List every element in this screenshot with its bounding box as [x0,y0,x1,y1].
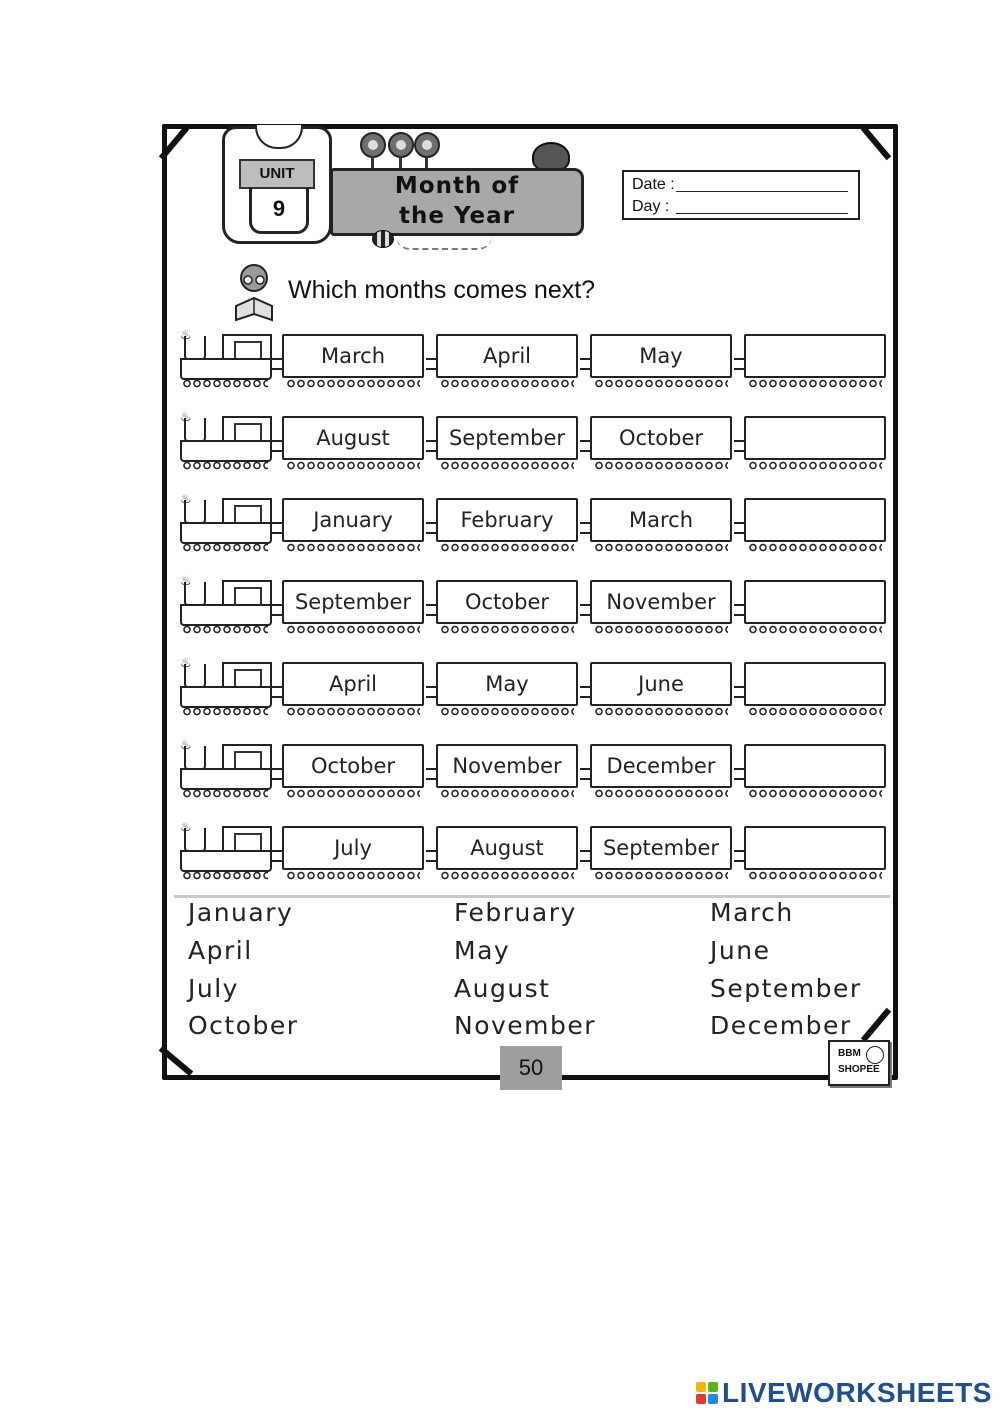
answer-input-car[interactable] [744,826,886,870]
wheels-icon [286,871,420,880]
train-coupler [734,850,744,862]
date-field[interactable] [676,174,848,192]
steam-icon: ♨ [180,656,192,671]
train-car [282,662,424,706]
engine-chimney [184,418,206,442]
train-car-month: February [460,508,554,532]
train-car [590,416,732,460]
word-bank-month: September [710,974,862,1003]
train-coupler [272,522,282,534]
train-engine-icon [178,738,272,798]
wheels-icon [286,379,420,388]
logo-square [708,1394,718,1404]
brand-seal-icon [866,1046,884,1064]
brand-line-2: SHOPEE [838,1064,880,1075]
unit-badge [222,126,332,244]
engine-body [180,604,272,626]
wheels-icon [748,789,882,798]
train-engine-icon [178,574,272,634]
wheels-icon [594,789,728,798]
train-car-month: September [294,590,412,614]
train-car [282,826,424,870]
train-coupler [734,686,744,698]
train-engine-icon [178,656,272,716]
wheels-icon [748,543,882,552]
title-line-1: Month of [394,173,520,199]
wheels-icon [286,461,420,470]
train-coupler [272,850,282,862]
word-bank-month: March [710,898,794,927]
train-car-month: December [606,754,716,778]
engine-chimney [184,500,206,524]
train-car [436,580,578,624]
train-row [178,574,892,634]
bee-trail-decoration [396,236,492,250]
train-car [436,826,578,870]
steam-icon: ♨ [180,410,192,425]
answer-input-car[interactable] [744,662,886,706]
engine-body [180,522,272,544]
train-car-month: January [313,508,393,532]
wheels-icon [748,379,882,388]
word-bank-month: February [454,898,577,927]
engine-chimney [184,336,206,360]
logo-square [696,1382,706,1392]
train-coupler [734,358,744,370]
train-car [436,334,578,378]
engine-body [180,440,272,462]
page-number: 50 [500,1046,562,1090]
date-day-box [622,170,860,220]
train-car [282,744,424,788]
wheels-icon [748,871,882,880]
wheels-icon [286,625,420,634]
word-bank-month: July [188,974,239,1003]
train-coupler [272,686,282,698]
train-car [282,334,424,378]
word-bank-month: August [454,974,551,1003]
engine-chimney [184,664,206,688]
flower-icon [414,132,440,158]
steam-icon: ♨ [180,820,192,835]
train-car [282,498,424,542]
train-coupler [426,686,436,698]
wheels-icon [182,379,268,388]
wheels-icon [440,871,574,880]
train-car-month: June [638,672,684,696]
wheels-icon [440,789,574,798]
wheels-icon [182,625,268,634]
engine-body [180,850,272,872]
train-coupler [580,604,590,616]
word-bank-month: January [188,898,294,927]
engine-body [180,358,272,380]
train-car-month: May [639,344,683,368]
wheels-icon [594,543,728,552]
unit-label: UNIT [239,159,315,189]
word-bank-month: October [188,1011,299,1040]
date-label: Date : [632,176,675,193]
train-car [590,662,732,706]
train-car-month: November [452,754,562,778]
instruction-text: Which months comes next? [288,276,596,304]
train-car [590,334,732,378]
train-coupler [580,850,590,862]
train-coupler [734,768,744,780]
word-bank-month: June [710,936,771,965]
train-car-month: April [483,344,531,368]
wheels-icon [748,461,882,470]
train-coupler [580,686,590,698]
wheels-icon [440,707,574,716]
worksheet-title [330,168,584,236]
answer-input-car[interactable] [744,580,886,624]
train-car-month: October [464,590,550,614]
steam-icon: ♨ [180,574,192,589]
train-car [282,416,424,460]
wheels-icon [286,543,420,552]
train-car [590,498,732,542]
train-car-month: July [334,836,372,860]
train-row [178,820,892,880]
train-car-month: September [602,836,720,860]
day-label: Day : [632,198,670,215]
wheels-icon [182,461,268,470]
engine-chimney [184,746,206,770]
train-coupler [580,440,590,452]
engine-chimney [184,582,206,606]
answer-input-car[interactable] [744,334,886,378]
wheels-icon [182,871,268,880]
train-coupler [734,604,744,616]
train-car [436,498,578,542]
liveworksheets-mark-icon [696,1382,718,1404]
train-car-month: October [618,426,704,450]
brand-stamp [828,1040,890,1086]
train-coupler [426,604,436,616]
train-coupler [272,768,282,780]
train-engine-icon [178,410,272,470]
train-car-month: August [316,426,390,450]
flower-icon [388,132,414,158]
train-engine-icon [178,328,272,388]
train-car-month: April [329,672,377,696]
train-row [178,410,892,470]
word-bank-month: November [454,1011,597,1040]
wheels-icon [182,789,268,798]
train-car [282,580,424,624]
train-engine-icon [178,492,272,552]
train-coupler [580,522,590,534]
wheels-icon [594,707,728,716]
train-car [590,744,732,788]
wheels-icon [748,707,882,716]
train-car [590,580,732,624]
day-field[interactable] [676,196,848,214]
wheels-icon [440,625,574,634]
wheels-icon [286,789,420,798]
train-coupler [734,522,744,534]
engine-body [180,686,272,708]
badge-collar-decoration [255,125,303,149]
train-car [436,416,578,460]
wheels-icon [286,707,420,716]
train-row [178,328,892,388]
wheels-icon [594,461,728,470]
wheels-icon [594,871,728,880]
train-car-month: October [310,754,396,778]
train-row [178,656,892,716]
steam-icon: ♨ [180,738,192,753]
unit-number: 9 [249,187,309,234]
train-car-month: March [320,344,385,368]
answer-input-car[interactable] [744,416,886,460]
train-car [436,744,578,788]
train-coupler [734,440,744,452]
steam-icon: ♨ [180,492,192,507]
train-coupler [426,358,436,370]
liveworksheets-logo-text: LIVEWORKSHEETS [722,1377,992,1408]
train-coupler [272,358,282,370]
wheels-icon [182,707,268,716]
train-car-month: March [628,508,693,532]
train-coupler [426,440,436,452]
logo-square [696,1394,706,1404]
reading-boy-icon [230,262,278,324]
train-car-month: August [470,836,544,860]
train-coupler [272,604,282,616]
title-line-2: the Year [399,203,515,229]
answer-input-car[interactable] [744,744,886,788]
train-coupler [580,768,590,780]
liveworksheets-logo[interactable] [696,1378,992,1408]
logo-square [708,1382,718,1392]
bee-icon [372,230,394,248]
engine-chimney [184,828,206,852]
train-coupler [426,850,436,862]
wheels-icon [594,625,728,634]
train-row [178,492,892,552]
wheels-icon [748,625,882,634]
engine-body [180,768,272,790]
train-car-month: November [606,590,716,614]
wheels-icon [594,379,728,388]
word-bank-month: December [710,1011,852,1040]
train-coupler [426,522,436,534]
wheels-icon [440,379,574,388]
wheels-icon [440,461,574,470]
train-car-month: May [485,672,529,696]
wheels-icon [440,543,574,552]
train-coupler [426,768,436,780]
brand-line-1: BBM [838,1048,861,1059]
train-car-month: September [448,426,566,450]
train-engine-icon [178,820,272,880]
word-bank-month: April [188,936,253,965]
train-row [178,738,892,798]
train-coupler [272,440,282,452]
steam-icon: ♨ [180,328,192,343]
train-coupler [580,358,590,370]
answer-input-car[interactable] [744,498,886,542]
train-car [436,662,578,706]
wheels-icon [182,543,268,552]
flower-icon [360,132,386,158]
train-car [590,826,732,870]
word-bank-month: May [454,936,511,965]
